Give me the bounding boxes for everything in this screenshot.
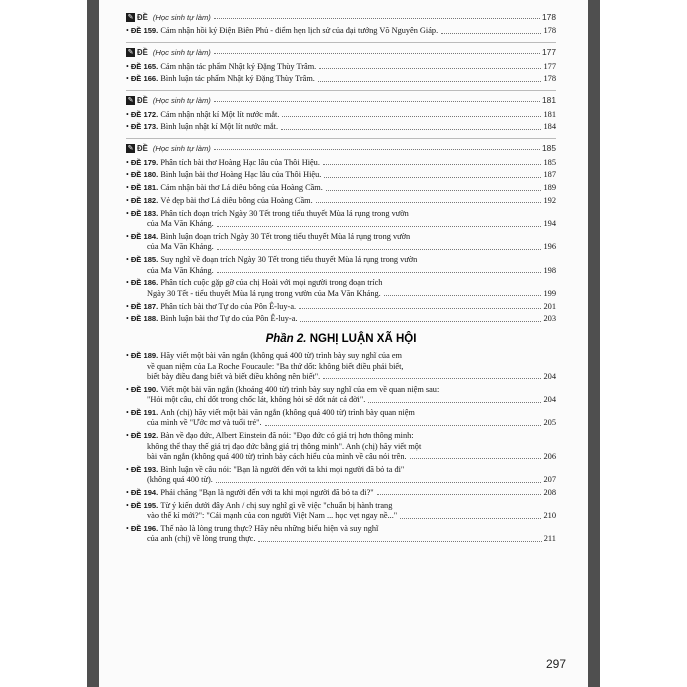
toc-entry-code: ĐỀ 193. [130,464,161,474]
dot-leader [265,419,542,426]
pencil-icon: ✎ [127,144,134,152]
toc-entry-title: của Ma Văn Kháng. [147,242,214,252]
toc-entry-line [126,219,556,229]
bullet-icon: • [126,231,129,241]
toc-entry-line [126,314,556,324]
toc-entry[interactable] [126,110,556,120]
toc-entry-line [126,62,556,72]
dot-leader [214,12,540,19]
dot-leader [258,535,541,542]
toc-entry-code: ĐỀ 186. [130,278,161,288]
dot-leader [368,396,541,403]
dot-leader [323,158,542,165]
toc-entry[interactable] [126,302,556,312]
toc-entry-text [126,475,213,485]
bullet-icon: • [126,157,129,167]
toc-entry-title: Bình luận bài thơ Tự do của Pôn Ê-luy-a. [160,314,298,324]
toc-entry-text [126,465,404,475]
dot-leader [216,476,542,483]
toc-entry-page: 210 [543,511,556,521]
toc-entry[interactable] [126,26,556,36]
toc-entry-page: 181 [543,109,556,119]
toc-entry-code: ĐỀ 184. [130,231,161,241]
dot-leader [214,95,540,102]
toc-entry-code: ĐỀ 179. [130,157,161,167]
bullet-icon: • [126,487,129,497]
toc-entry-page: 203 [543,314,556,324]
pencil-icon: ✎ [127,96,134,104]
toc-entry-text [126,442,421,452]
toc-entry-title: Cảm nhận tác phẩm Nhật ký Đặng Thùy Trâm. [160,61,317,71]
section-header [126,93,556,107]
toc-entry[interactable] [126,465,556,486]
toc-entry-title: Phân tích bài thơ Tự do của Pôn Ê-luy-a. [160,301,297,311]
toc-entry-line [126,183,556,193]
dot-leader [217,266,542,273]
toc-entry[interactable] [126,209,556,230]
bullet-icon: • [126,74,129,84]
dot-leader [282,110,541,117]
toc-entry-text [126,302,296,312]
toc-entry-page: 198 [543,265,556,275]
bullet-icon: • [126,500,129,510]
section-de-label: ĐỀ [137,95,148,105]
toc-entry-line [126,158,556,168]
toc-entry-code: ĐỀ 196. [130,523,161,533]
dot-leader [299,302,541,309]
toc-entry-page: 192 [543,195,556,205]
bullet-icon: • [126,255,129,265]
toc-entry[interactable] [126,314,556,324]
dot-leader [281,123,541,130]
toc-entry-title: không thể thay thế giá trị đạo đức bằng giá trị thông minh". Anh (chị) hãy viết một [147,441,422,451]
toc-entry[interactable] [126,351,556,382]
toc-entry-page: 204 [543,371,556,381]
toc-entry[interactable] [126,122,556,132]
part-2-name: NGHỊ LUẬN XÃ HỘI [309,333,417,346]
toc-entry-title: Bình luận về câu nói: "Bạn là người đến với ta khi mọi người đã bỏ ta đi" [160,464,405,474]
toc-entry-page: 205 [543,418,556,428]
toc-entry[interactable] [126,255,556,276]
dot-leader [214,143,540,150]
bullet-icon: • [126,278,129,288]
bullet-icon: • [126,301,129,311]
toc-entry-page: 208 [543,487,556,497]
part-2-prefix: Phần 2. [265,333,310,346]
toc-entry-text [126,362,404,372]
toc-entry-page: 187 [543,170,556,180]
toc-entry-line [126,408,556,418]
toc-entry-line [126,122,556,132]
toc-entry-page: 196 [543,242,556,252]
toc-entry-line [126,266,556,276]
toc-entry-text [126,26,438,36]
toc-entry-text [126,209,409,219]
toc-entry-text [126,351,402,361]
section-de-label: ĐỀ [137,47,148,57]
toc-entry-title: Bình luận tác phẩm Nhật ký Đặng Thùy Trâm. [160,74,315,84]
toc-entry-code: ĐỀ 190. [130,384,161,394]
bullet-icon: • [126,26,129,36]
toc-entry[interactable] [126,158,556,168]
toc-entry-code: ĐỀ 172. [130,109,161,119]
toc-entry-text [126,418,262,428]
bullet-icon: • [126,109,129,119]
toc-entry-line [126,465,556,475]
toc-entry-page: 207 [543,475,556,485]
toc-entry-line [126,170,556,180]
toc-entry-page: 201 [543,301,556,311]
toc-entry-code: ĐỀ 166. [130,74,161,84]
self-study-note: (Học sinh tự làm) [152,143,211,153]
toc-entry-line [126,362,556,372]
dot-leader [400,512,541,519]
page-number: 297 [545,657,566,671]
toc-entry-title: Phải chăng "Bạn là người đến với ta khi mọi người đã bỏ ta đi?" [160,487,374,497]
toc-entry-title: Phân tích đoạn trích Ngày 30 Tết trong tiểu thuyết Mùa lá rụng trong vườn [160,208,409,218]
toc-entry-title: "Hỏi một câu, chỉ dốt trong chốc lát, không hỏi sẽ dốt nát cả đời". [147,395,366,405]
toc-entry-title: Ngày 30 Tết - tiểu thuyết Mùa lá rụng trong vườn của Ma Văn Kháng. [147,288,381,298]
toc-entry-line [126,431,556,441]
toc-entry-title: Vẻ đẹp bài thơ Lá diêu bông của Hoàng Cầm. [160,195,313,205]
toc-entry-title: của mình về "Ước mơ và tuổi trẻ". [147,418,262,428]
bullet-icon: • [126,122,129,132]
dot-leader [300,315,541,322]
toc-entry-text [126,524,378,534]
toc-entry-line [126,289,556,299]
toc-entry-title: Suy nghĩ về đoạn trích Ngày 30 Tết trong tiểu thuyết Mùa lá rụng trong vườn [160,255,418,265]
toc-entry-title: Phân tích cuộc gặp gỡ của chị Hoài với mọi người trong đoạn trích [160,278,383,288]
toc-entry-code: ĐỀ 159. [130,26,161,36]
section-de-label: ĐỀ [137,143,148,153]
toc-entry-title: của Ma Văn Kháng. [147,265,214,275]
bullet-icon: • [126,195,129,205]
toc-entry-line [126,524,556,534]
toc-entry-title: (không quá 400 từ). [147,475,213,485]
toc-entry[interactable] [126,74,556,84]
bullet-icon: • [126,523,129,533]
toc-entry-title: Từ ý kiến dưới đây Anh / chị suy nghĩ gì về việc "chuẩn bị hành trang [160,500,393,510]
dot-leader [384,289,542,296]
toc-entry-text [126,501,392,511]
self-study-note: (Học sinh tự làm) [152,47,211,57]
toc-entry-page: 211 [543,534,556,544]
toc-entry-text [126,122,278,132]
toc-entry-line [126,372,556,382]
toc-entry-title: Bình luận bài thơ Hoàng Hạc lâu của Thôi Hiệu. [160,170,322,180]
toc-entry-code: ĐỀ 187. [130,301,161,311]
section-header [126,141,556,155]
toc-entry-title: về quan niệm của La Roche Foucaule: "Ba thứ dốt: không biết điều phải biết, [147,361,404,371]
toc-entry[interactable] [126,488,556,498]
toc-entry-title: Viết một bài văn ngắn (khoảng 400 từ) trình bày suy nghĩ của em về quan niệm sau: [160,384,440,394]
toc-entry-code: ĐỀ 183. [130,208,161,218]
toc-entry-text [126,314,297,324]
toc-entry-line [126,278,556,288]
toc-entry-page: 189 [543,183,556,193]
toc-entry-text [126,219,214,229]
toc-entry-text [126,232,410,242]
section-de-label: ĐỀ [137,12,148,22]
toc-entry-text [126,110,279,120]
toc-entry-code: ĐỀ 182. [130,195,161,205]
toc-entry[interactable] [126,385,556,406]
toc-entry-code: ĐỀ 194. [130,487,161,497]
toc-entry-code: ĐỀ 180. [130,170,161,180]
dot-leader [316,196,542,203]
table-of-contents [126,10,556,547]
toc-entry[interactable] [126,278,556,299]
toc-entry-line [126,475,556,485]
bullet-icon: • [126,407,129,417]
toc-entry-line [126,418,556,428]
toc-entry-title: vào thế kỉ mới?": "Cái mạnh của con người Việt Nam ... học vẹt ngay nề..." [147,511,398,521]
toc-entry[interactable] [126,170,556,180]
section-page: 181 [542,95,556,106]
toc-entry-text [126,452,407,462]
toc-entry-line [126,302,556,312]
toc-entry-code: ĐỀ 191. [130,407,161,417]
toc-entry-line [126,395,556,405]
bullet-icon: • [126,384,129,394]
dot-leader [410,452,542,459]
toc-entry[interactable] [126,524,556,545]
toc-entry-line [126,385,556,395]
toc-entry-title: Bàn về đạo đức, Albert Einstein đã nói: "Đạo đức có giá trị hơn thông minh: [160,431,414,441]
toc-entry-page: 178 [543,74,556,84]
toc-entry-line [126,232,556,242]
toc-entry-title: Cảm nhận hồi ký Điện Biên Phủ - điểm hẹn lịch sử của đại tướng Võ Nguyên Giáp. [160,26,439,36]
section-header [126,45,556,59]
bullet-icon: • [126,464,129,474]
toc-entry[interactable] [126,196,556,206]
section-page: 178 [542,12,556,22]
dot-leader [217,220,542,227]
toc-entry-line [126,452,556,462]
toc-entry-text [126,74,315,84]
pencil-icon: ✎ [127,13,134,21]
toc-entry-code: ĐỀ 189. [130,351,161,361]
toc-entry-title: bài văn ngắn (không quá 400 từ) trình bày cách hiểu của mình về câu nói trên. [147,451,407,461]
dot-leader [214,47,540,54]
toc-entry-text [126,385,439,395]
toc-entry-page: 194 [543,219,556,229]
dot-leader [324,171,541,178]
toc-entry-line [126,534,556,544]
toc-entry-page: 206 [543,451,556,461]
bullet-icon: • [126,61,129,71]
self-study-note: (Học sinh tự làm) [152,12,211,22]
toc-entry-code: ĐỀ 192. [130,431,161,441]
self-study-note: (Học sinh tự làm) [152,95,211,105]
toc-entry-title: Bình luận nhật kí Một lít nước mắt. [160,122,279,132]
toc-entry-title: biết bày điều đang biết và biết điều không nên biết". [147,371,321,381]
toc-entry-text [126,395,365,405]
toc-entry-title: Cảm nhận bài thơ Lá diêu bông của Hoàng Cầm. [160,183,323,193]
toc-entry-title: Phân tích bài thơ Hoàng Hạc lâu của Thôi Hiệu. [160,157,320,167]
toc-entry-line [126,255,556,265]
toc-entry-text [126,183,323,193]
section-header [126,10,556,24]
toc-entry-code: ĐỀ 188. [130,314,161,324]
toc-entry-line [126,26,556,36]
toc-entry-code: ĐỀ 185. [130,255,161,265]
toc-entry-line [126,442,556,452]
dot-leader [377,488,542,495]
divider [126,42,556,43]
toc-entry-code: ĐỀ 165. [130,61,161,71]
toc-entry[interactable] [126,408,556,429]
toc-entry-title: Cảm nhận nhật kí Một lít nước mắt. [160,109,280,119]
toc-entry-text [126,62,316,72]
toc-entry-page: 204 [543,395,556,405]
toc-entry-title: Hãy viết một bài văn ngắn (không quá 400 từ) trình bày suy nghĩ của em [160,351,402,361]
toc-entry-line [126,196,556,206]
dot-leader [441,27,541,34]
toc-entry-text [126,196,313,206]
toc-entry-text [126,431,414,441]
section-page: 177 [542,47,556,58]
bullet-icon: • [126,208,129,218]
toc-entry-page: 178 [543,26,556,36]
toc-entry-page: 177 [543,61,556,71]
toc-entry-text [126,372,320,382]
toc-entry-page: 184 [543,122,556,132]
toc-entry-line [126,242,556,252]
toc-entry-line [126,110,556,120]
toc-entry-text [126,170,321,180]
dot-leader [326,184,542,191]
toc-entry-text [126,242,214,252]
toc-entry-page: 199 [543,288,556,298]
toc-entry-text [126,408,415,418]
bullet-icon: • [126,314,129,324]
book-page [87,0,600,687]
toc-entry-title: của anh (chị) về lòng trung thực. [147,534,256,544]
toc-entry-line [126,74,556,84]
toc-entry-line [126,209,556,219]
toc-entry[interactable] [126,62,556,72]
bullet-icon: • [126,183,129,193]
dot-leader [318,75,542,82]
divider [126,90,556,91]
dot-leader [323,372,541,379]
dot-leader [319,62,541,69]
toc-entry-code: ĐỀ 181. [130,183,161,193]
part-2-title [126,333,556,345]
toc-entry-line [126,501,556,511]
toc-entry-title: Thế nào là lòng trung thực? Hãy nêu những biểu hiện và suy nghĩ [160,523,379,533]
toc-entry-text [126,488,374,498]
toc-entry-text [126,266,214,276]
section-page: 185 [542,143,556,154]
toc-entry-text [126,255,417,265]
pencil-icon: ✎ [127,48,134,56]
toc-entry-title: Anh (chị) hãy viết một bài văn ngắn (không quá 400 từ) trình bày quan niệm [160,407,415,417]
divider [126,138,556,139]
toc-entry[interactable] [126,183,556,193]
toc-entry-code: ĐỀ 195. [130,500,161,510]
toc-entry-text [126,289,381,299]
toc-entry[interactable] [126,501,556,522]
toc-entry[interactable] [126,431,556,462]
bullet-icon: • [126,431,129,441]
toc-entry[interactable] [126,232,556,253]
toc-entry-text [126,158,320,168]
toc-entry-text [126,278,382,288]
toc-entry-title: Bình luận đoạn trích Ngày 30 Tết trong tiểu thuyết Mùa lá rụng trong vườn [160,231,411,241]
toc-entry-text [126,534,255,544]
dot-leader [217,243,542,250]
toc-entry-text [126,511,397,521]
toc-entry-line [126,351,556,361]
toc-entry-line [126,488,556,498]
toc-entry-page: 185 [543,157,556,167]
toc-entry-line [126,511,556,521]
bullet-icon: • [126,351,129,361]
toc-entry-code: ĐỀ 173. [130,122,161,132]
toc-entry-title: của Ma Văn Kháng. [147,219,214,229]
bullet-icon: • [126,170,129,180]
